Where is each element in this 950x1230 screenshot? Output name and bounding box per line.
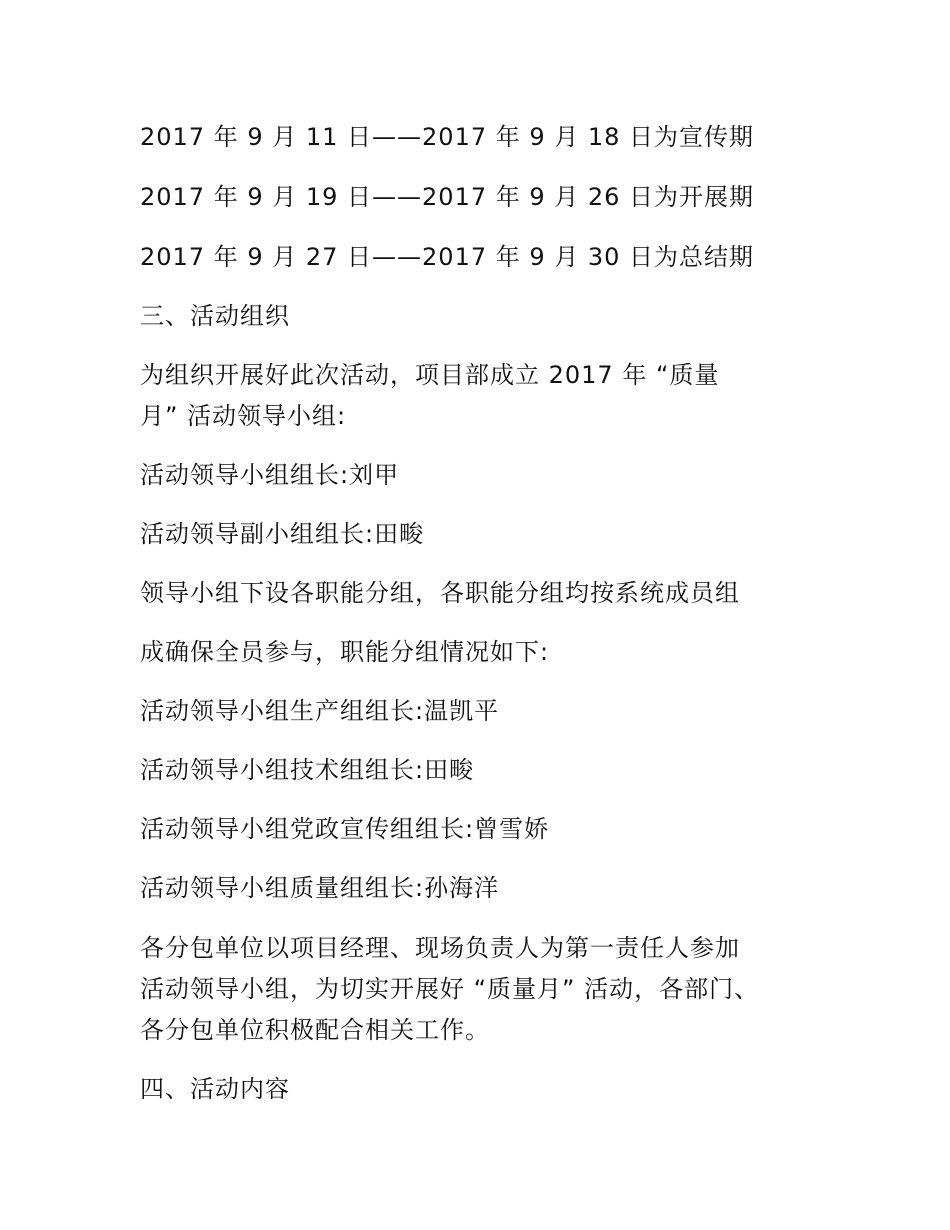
section-heading-content: 四、活动内容 <box>140 1075 290 1103</box>
paragraph-line: 各分包单位以项目经理、现场负责人为第一责任人参加 <box>140 934 740 962</box>
paragraph-line: 活动领导小组，为切实开展好 “质量月” 活动，各部门、 <box>140 975 760 1003</box>
section-heading-organization: 三、活动组织 <box>140 302 290 330</box>
paragraph-line: 为组织开展好此次活动，项目部成立 2017 年 “质量 <box>140 361 720 389</box>
schedule-publicity-period: 2017 年 9 月 11 日——2017 年 9 月 18 日为宣传期 <box>140 123 755 151</box>
paragraph-line: 成确保全员参与，职能分组情况如下: <box>140 638 550 666</box>
quality-group-leader-line: 活动领导小组质量组组长:孙海洋 <box>140 874 500 902</box>
schedule-execution-period: 2017 年 9 月 19 日——2017 年 9 月 26 日为开展期 <box>140 183 755 211</box>
production-group-leader-line: 活动领导小组生产组组长:温凯平 <box>140 697 500 725</box>
paragraph-line: 各分包单位积极配合相关工作。 <box>140 1016 490 1044</box>
technical-group-leader-line: 活动领导小组技术组组长:田畯 <box>140 756 475 784</box>
schedule-summary-period: 2017 年 9 月 27 日——2017 年 9 月 30 日为总结期 <box>140 243 755 271</box>
paragraph-line: 领导小组下设各职能分组，各职能分组均按系统成员组 <box>140 579 740 607</box>
leader-line: 活动领导小组组长:刘甲 <box>140 461 400 489</box>
paragraph-line: 月” 活动领导小组: <box>140 402 347 430</box>
publicity-group-leader-line: 活动领导小组党政宣传组组长:曾雪娇 <box>140 815 550 843</box>
deputy-leader-line: 活动领导副小组组长:田畯 <box>140 520 425 548</box>
